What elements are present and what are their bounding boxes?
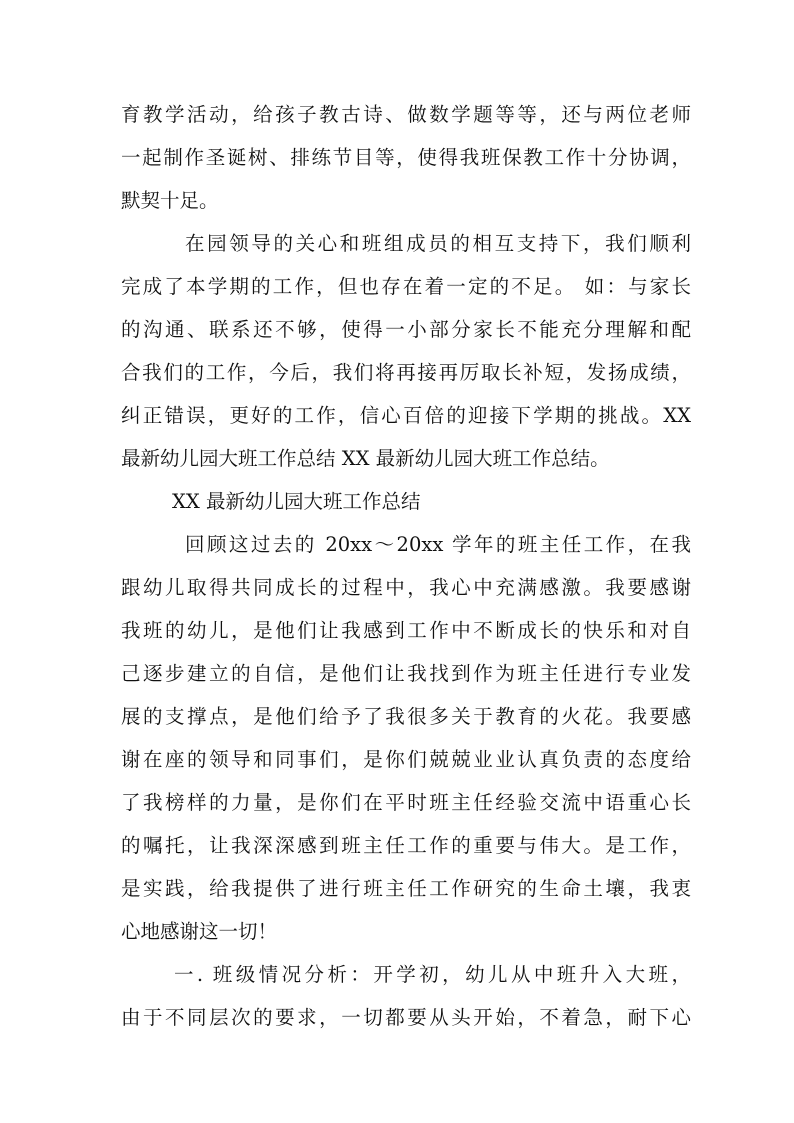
text-line: 的嘱托，让我深深感到班主任工作的重要与伟大。是工作， bbox=[121, 834, 691, 857]
text-line: 合我们的工作，今后，我们将再接再厉取长补短，发扬成绩， bbox=[121, 361, 691, 384]
text-line: 由于不同层次的要求，一切都要从头开始，不着急，耐下心 bbox=[121, 1006, 691, 1029]
text-line: 最新幼儿园大班工作总结 XX 最新幼儿园大班工作总结。 bbox=[121, 447, 610, 470]
text-line: 一起制作圣诞树、排练节目等，使得我班保教工作十分协调， bbox=[121, 146, 691, 169]
text-line: 己逐步建立的自信，是他们让我找到作为班主任进行专业发 bbox=[121, 662, 691, 685]
text-line: 育教学活动，给孩子教古诗、做数学题等等，还与两位老师 bbox=[121, 103, 691, 126]
text-line: 纠正错误，更好的工作，信心百倍的迎接下学期的挑战。XX bbox=[121, 404, 691, 427]
text-line: 了我榜样的力量，是你们在平时班主任经验交流中语重心长 bbox=[121, 791, 691, 814]
text-line: 在园领导的关心和班组成员的相互支持下，我们顺利 bbox=[185, 232, 691, 255]
text-line: 默契十足。 bbox=[121, 189, 219, 212]
section-heading: XX 最新幼儿园大班工作总结 bbox=[172, 490, 421, 513]
text-line: 一. 班级情况分析：开学初，幼儿从中班升入大班， bbox=[174, 963, 691, 986]
text-line: 是实践，给我提供了进行班主任工作研究的生命土壤，我衷 bbox=[121, 877, 691, 900]
text-line: 心地感谢这一切！ bbox=[121, 920, 278, 943]
text-line: 谢在座的领导和同事们，是你们兢兢业业认真负责的态度给 bbox=[121, 748, 691, 771]
text-line: 跟幼儿取得共同成长的过程中，我心中充满感激。我要感谢 bbox=[121, 576, 691, 599]
text-line: 的沟通、联系还不够，使得一小部分家长不能充分理解和配 bbox=[121, 318, 691, 341]
text-line: 我班的幼儿，是他们让我感到工作中不断成长的快乐和对自 bbox=[121, 619, 691, 642]
text-line: 完成了本学期的工作，但也存在着一定的不足。 如：与家长 bbox=[121, 275, 691, 298]
text-line: 回顾这过去的 20xx～20xx 学年的班主任工作，在我 bbox=[185, 533, 691, 556]
text-line: 展的支撑点，是他们给予了我很多关于教育的火花。我要感 bbox=[121, 705, 691, 728]
